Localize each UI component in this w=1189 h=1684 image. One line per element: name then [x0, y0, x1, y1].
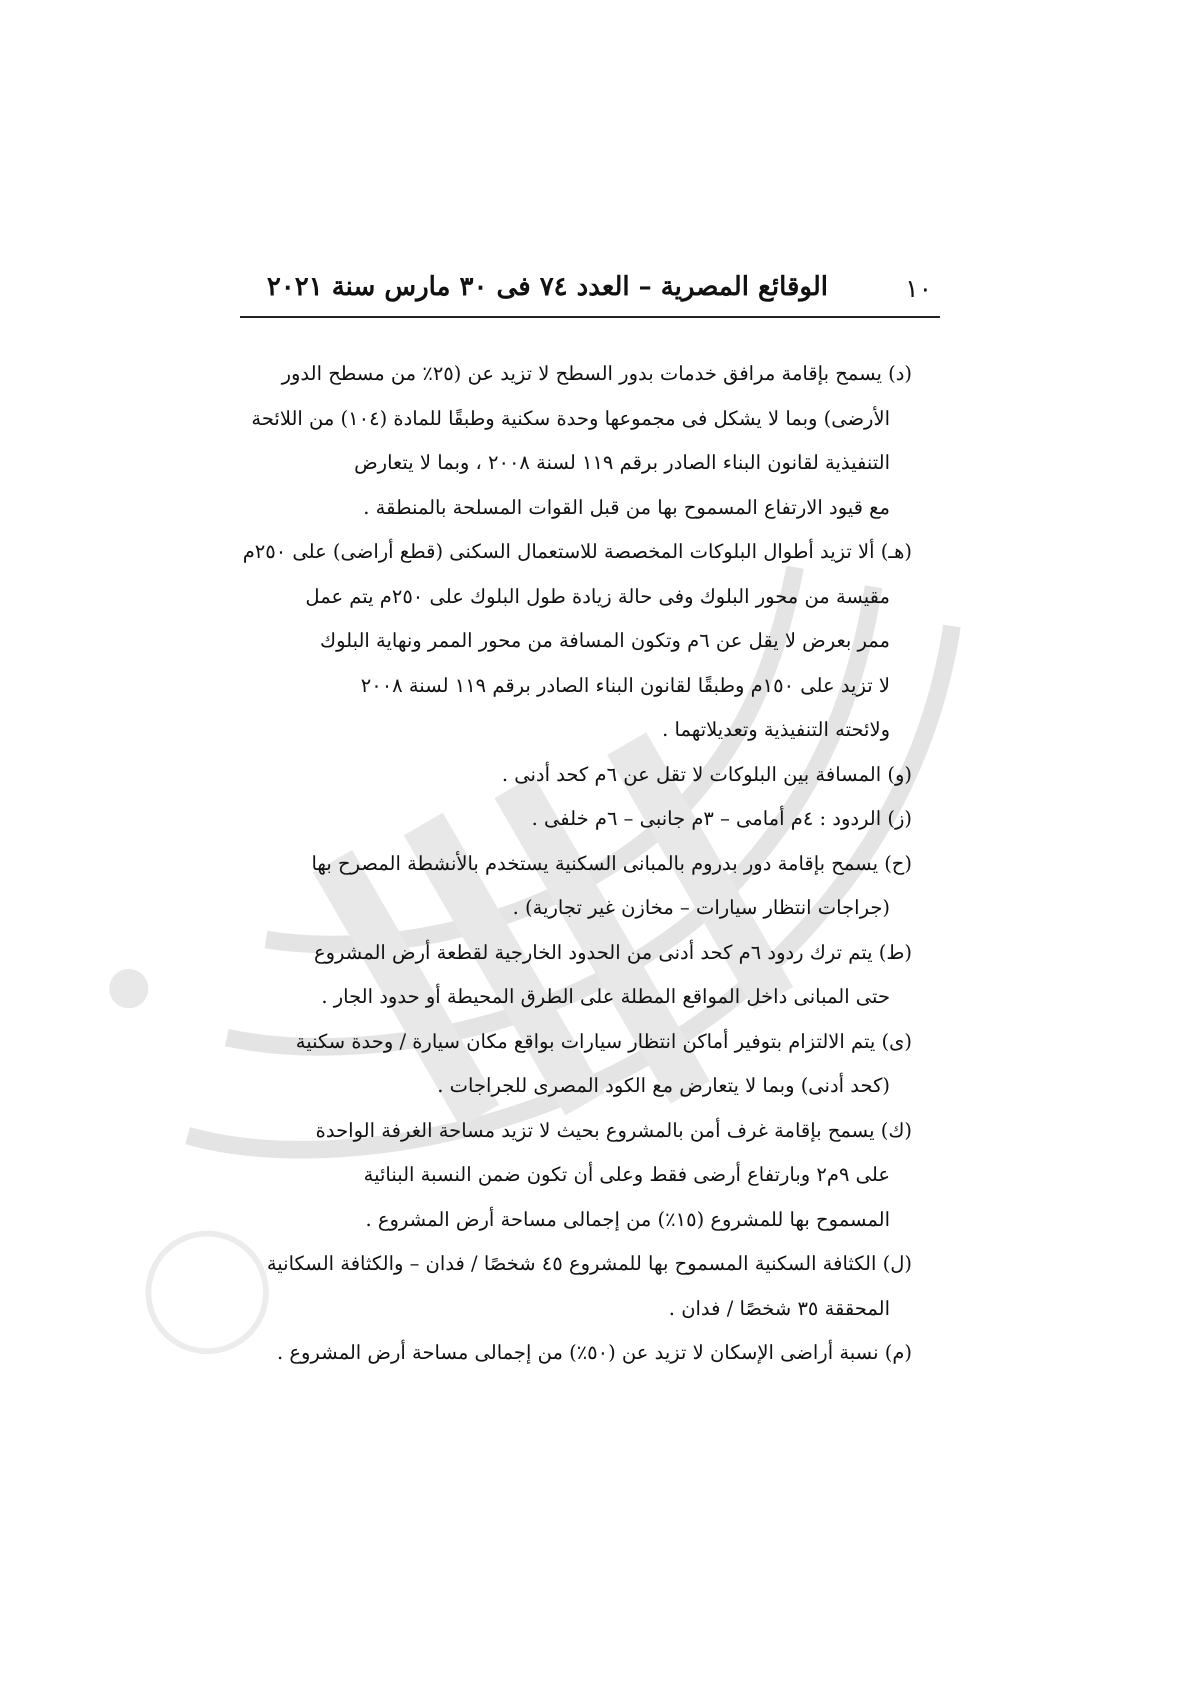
- item-line: (ك) يسمح بإقامة غرف أمن بالمشروع بحيث لا تزيد مساحة الغرفة الواحدة: [315, 1118, 912, 1142]
- item-line: لا تزيد على ١٥٠م وطبقًا لقانون البناء الصادر برقم ١١٩ لسنة ٢٠٠٨: [360, 673, 890, 697]
- item-ya: [240, 1020, 912, 1109]
- page-header: [238, 268, 940, 312]
- item-ta: [240, 931, 912, 1020]
- item-line: مع قيود الارتفاع المسموح بها من قبل القوات المسلحة بالمنطقة .: [363, 495, 890, 519]
- item-line: المسموح بها للمشروع (١٥٪) من إجمالى مساحة أرض المشروع .: [365, 1207, 890, 1231]
- item-line: ممر بعرض لا يقل عن ٦م وتكون المسافة من محور الممر ونهاية البلوك: [320, 629, 890, 652]
- item-ha: [240, 530, 912, 753]
- page-number: ١٠: [905, 274, 932, 303]
- item-lam: [240, 1242, 912, 1331]
- item-line: (هـ) ألا تزيد أطوال البلوكات المخصصة للاستعمال السكنى (قطع أراضى) على ٢٥٠م: [242, 540, 912, 563]
- item-line: (و) المسافة بين البلوكات لا تقل عن ٦م كحد أدنى .: [501, 762, 912, 786]
- item-line: حتى المبانى داخل المواقع المطلة على الطرق المحيطة أو حدود الجار .: [321, 985, 890, 1008]
- item-line: (ز) الردود : ٤م أمامى – ٣م جانبى – ٦م خلفى .: [531, 807, 912, 830]
- item-line: (ط) يتم ترك ردود ٦م كحد أدنى من الحدود الخارجية لقطعة أرض المشروع: [313, 940, 912, 964]
- item-line: التنفيذية لقانون البناء الصادر برقم ١١٩ لسنة ٢٠٠٨ ، وبما لا يتعارض: [354, 451, 890, 474]
- item-mim: [240, 1331, 912, 1376]
- item-line: (د) يسمح بإقامة مرافق خدمات بدور السطح لا تزيد عن (٢٥٪ من مسطح الدور: [281, 362, 912, 385]
- item-line: ولائحته التنفيذية وتعديلاتهما .: [662, 718, 890, 741]
- item-line: (جراجات انتظار سيارات – مخازن غير تجارية) .: [512, 896, 890, 919]
- item-line: (م) نسبة أراضى الإسكان لا تزيد عن (٥٠٪) من إجمالى مساحة أرض المشروع .: [276, 1341, 912, 1364]
- item-line: (كحد أدنى) وبما لا يتعارض مع الكود المصرى للجراجات .: [437, 1074, 890, 1097]
- item-line: (ح) يسمح بإقامة دور بدروم بالمبانى السكنية يستخدم بالأنشطة المصرح بها: [311, 851, 912, 875]
- item-kaf: [240, 1109, 912, 1243]
- item-line: على ٩م٢ وبارتفاع أرضى فقط وعلى أن تكون ضمن النسبة البنائية: [363, 1163, 890, 1186]
- header-divider: [240, 316, 940, 318]
- item-line: (ى) يتم الالتزام بتوفير أماكن انتظار سيارات بواقع مكان سيارة / وحدة سكنية: [295, 1029, 912, 1053]
- item-waw: [240, 753, 912, 798]
- regulations-list: [240, 352, 912, 1376]
- item-dal: [240, 352, 912, 530]
- item-line: (ل) الكثافة السكنية المسموح بها للمشروع ٤٥ شخصًا / فدان – والكثافة السكانية: [266, 1252, 912, 1275]
- item-ha2: [240, 842, 912, 931]
- item-zay: [240, 797, 912, 842]
- item-line: الأرضى) وبما لا يشكل فى مجموعها وحدة سكنية وطبقًا للمادة (١٠٤) من اللائحة: [251, 406, 890, 430]
- item-line: مقيسة من محور البلوك وفى حالة زيادة طول البلوك على ٢٥٠م يتم عمل: [305, 584, 890, 608]
- gazette-title: الوقائع المصرية – العدد ٧٤ فى ٣٠ مارس سنة ٢٠٢١: [266, 272, 828, 302]
- item-line: المحققة ٣٥ شخصًا / فدان .: [668, 1296, 890, 1320]
